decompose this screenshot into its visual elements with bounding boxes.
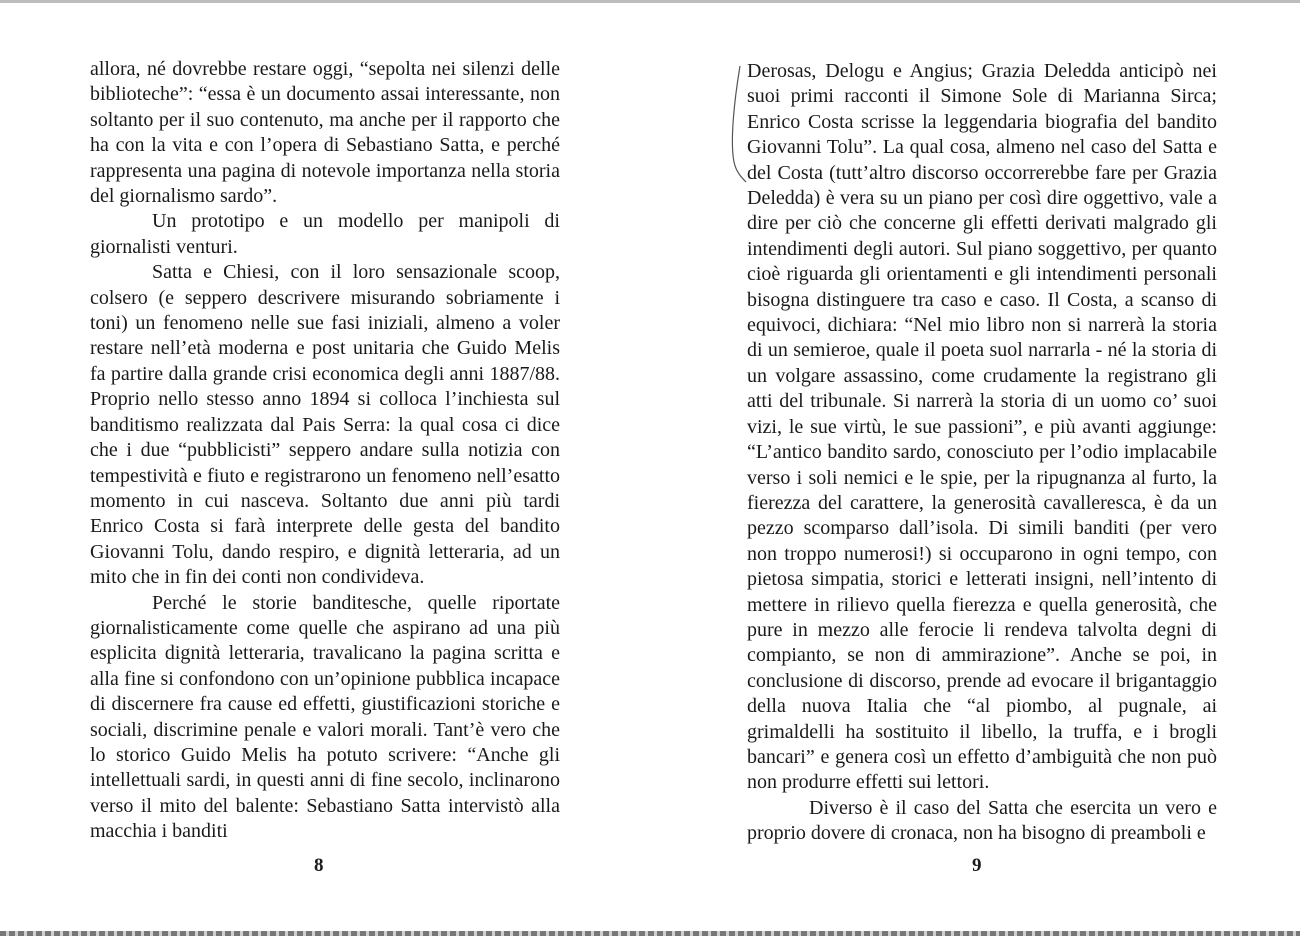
page-number: 9 (972, 855, 982, 876)
left-page-body (90, 57, 560, 845)
scan-bottom-edge (0, 931, 1300, 936)
page-number: 8 (314, 855, 324, 876)
paragraph: Un prototipo e un modello per manipoli di giornalisti venturi. (90, 210, 560, 258)
paragraph: Derosas, Delogu e Angius; Grazia Deledda anticipò nei suoi primi racconti il Simone Sole di Marianna Sirca; Enrico Costa scrisse la leggendaria biografia del bandito Giovanni Tolu”. La qual cosa, almeno nel caso del Satta e del Costa (tutt’altro discorso occorrerebbe fare per Grazia Deledda) è vera su un piano per così dire oggettivo, vale a dire per ciò che concerne gli effetti derivati malgrado gli intendimenti degli autori. Sul piano soggettivo, per quanto cioè riguarda gli orientamenti e gli intendimenti personali bisogna distinguere tra caso e caso. Il Costa, a scanso di equivoci, dichiara: “Nel mio libro non si narrerà la storia di un semieroe, quale il poeta suol narrarla - né la storia di un volgare assassino, come crudamente la registrano gli atti del tribunale. Si narrerà la storia di un uomo co’ suoi vizi, le sue virtù, le sue passioni”, e più avanti aggiunge: “L’antico bandito sardo, conosciuto per l’odio implacabile verso i soli nemici e le spie, per la ripugnanza al furto, la fierezza del carattere, la generosità cavalleresca, è da un pezzo scomparso dall’isola. Di simili banditi (per vero non troppo numerosi!) si occuparono in ogni tempo, con pietosa simpatia, storici e letterati insigni, nell’intento di mettere in rilievo quella fierezza e quella generosità, che pure in mezzo alle ferocie li rendeva talvolta degni di compianto, se non di ammirazione”. Anche se poi, in conclusione di discorso, prende ad evocare il brigantaggio della nuova Italia che “al piombo, al pugnale, ai grimaldelli ha sostituito il libello, la truffa, e i brogli bancari” e genera così un effetto d’ambiguità che non può non produrre effetti sui lettori. (747, 60, 1217, 794)
paragraph: Satta e Chiesi, con il loro sensazionale scoop, colsero (e seppero descrivere misurando sobriamente i toni) un fenomeno nelle sue fasi iniziali, almeno a voler restare nell’età moderna e post unitaria che Guido Melis fa partire dalla grande crisi economica degli anni 1887/88. Proprio nello stesso anno 1894 si colloca l’inchiesta sul banditismo realizzata dal Pais Serra: la qual cosa ci dice che i due “pubblicisti” seppero andare sulla notizia con tempestività e fiuto e registrarono un fenomeno nell’esatto momento in cui nasceva. Soltanto due anni più tardi Enrico Costa si farà interprete delle gesta del bandito Giovanni Tolu, dando respiro, e dignità letteraria, ad un mito che in fin dei conti non condivideva. (90, 261, 560, 589)
pencil-margin-bracket (720, 62, 750, 187)
paragraph: Diverso è il caso del Satta che esercita un vero e proprio dovere di cronaca, non ha bisogno di preamboli e (747, 796, 1217, 845)
right-page-body (747, 59, 1217, 847)
right-page (650, 0, 1300, 936)
paragraph: allora, né dovrebbe restare oggi, “sepolta nei silenzi delle biblioteche”: “essa è un documento assai interessante, non soltanto per il suo contenuto, ma anche per il rapporto che ha con la vita e con l’opera di Sebastiano Satta, e perché rappresenta una pagina di notevole importanza nella storia del giornalismo sardo”. (90, 58, 560, 208)
paragraph: Perché le storie banditesche, quelle riportate giornalisticamente come quelle che aspirano ad una più esplicita dignità letteraria, travalicano la pagina scritta e alla fine si confondono con un’opinione pubblica incapace di discernere fra cause ed effetti, giustificazioni storiche e sociali, discrimine penale e valori morali. Tant’è vero che lo storico Guido Melis ha potuto scrivere: “Anche gli intellettuali sardi, in questi anni di fine secolo, inclinarono verso il mito del balente: Sebastiano Satta intervistò alla macchia i banditi (90, 591, 560, 843)
